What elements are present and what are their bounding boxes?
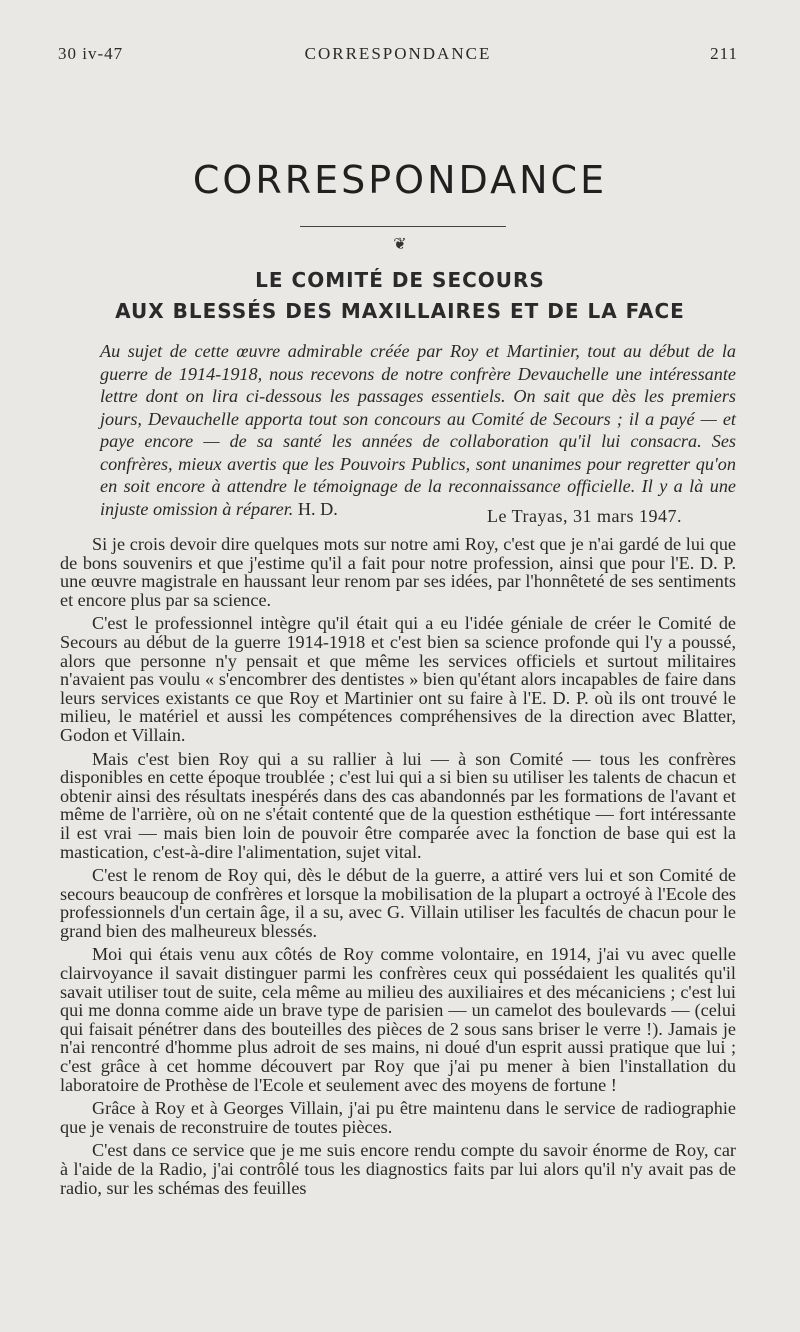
section-name: CORRESPONDANCE: [304, 44, 492, 63]
issue-date: 30 iv-47: [58, 44, 124, 63]
editorial-intro: [100, 340, 736, 520]
intro-text: Au sujet de cette œuvre admirable créée par Roy et Martinier, tout au début de la guerre de 1914-1918, nous recevons de notre confrère Devauchelle une intéressante lettre dont on lira ci-dessous les passages essentiels. On sait que dès les premiers jours, Devauchelle apporta tout son concours au Comité de Secours ; il a payé — et paye encore — de sa santé les années de collaboration qu'il lui consacra. Ses confrères, mieux avertis que les Pouvoirs Publics, sont unanimes pour regretter qu'on en soit encore à attendre le témoignage de la reconnaissance officielle. Il y a là une injuste omission à réparer.: [100, 341, 736, 519]
letter-dateline: Le Trayas, 31 mars 1947.: [487, 506, 682, 526]
paragraph: C'est le renom de Roy qui, dès le début de la guerre, a attiré vers lui et son Comité de secours beaucoup de confrères et lorsque la mobilisation de la plupart a octroyé à l'Ecole des professionnels d'un certain âge, il a su, avec G. Villain utiliser les facultés de chacun pour le grand bien des malheureux blessés.: [60, 865, 736, 941]
intro-signature: H. D.: [297, 498, 338, 519]
letter-body: [60, 535, 736, 1202]
fleuron-icon: ❦: [393, 236, 407, 253]
page-number: 211: [710, 44, 738, 63]
article-title-line-1: LE COMITÉ DE SECOURS: [255, 268, 545, 292]
paragraph: Mais c'est bien Roy qui a su rallier à lui — à son Comité — tous les confrères disponibles en cette époque troublée ; c'est lui qui a si bien su utiliser les talents de chacun et obtenir ainsi des résultats inespérés dans des cas abandonnés par les formations de l'avant et même de l'arrière, où on ne s'était contenté que de la question esthétique — fort intéressante il est vrai — mais bien loin de pouvoir être comparée avec la fonction de base qui est la mastication, c'est-à-dire l'alimentation, sujet vital.: [60, 748, 736, 862]
article-title-line-2: AUX BLESSÉS DES MAXILLAIRES ET DE LA FACE: [115, 299, 685, 323]
paragraph: Si je crois devoir dire quelques mots sur notre ami Roy, c'est que je n'ai gardé de lui que de bons souvenirs et que j'estime qu'il a fait pour notre profession, ainsi que pour l'E. D. P. une œuvre magistrale en haussant leur renom par ses idées, par l'honnêteté de ses sentiments et encore plus par sa science.: [60, 534, 736, 610]
paragraph: Grâce à Roy et à Georges Villain, j'ai pu être maintenu dans le service de radiographie que je venais de reconstruire de toutes pièces.: [60, 1098, 736, 1137]
page-title: CORRESPONDANCE: [192, 158, 608, 202]
title-rule: [300, 226, 506, 227]
paragraph: C'est dans ce service que je me suis encore rendu compte du savoir énorme de Roy, car à l'aide de la Radio, j'ai contrôlé tous les diagnostics faits par lui alors qu'il n'y avait pas de radio, sur les schémas des feuilles: [60, 1140, 736, 1198]
paragraph: C'est le professionnel intègre qu'il était qui a eu l'idée géniale de créer le Comité de Secours au début de la guerre 1914-1918 et c'est bien sa science profonde qui l'y a poussé, alors que personne n'y pensait et que même les services officiels et surtout militaires n'avaient pas voulu « s'encombrer des dentistes » bien qu'étant alors incapables de faire dans leurs services existants ce que Roy et Martinier ont su faire à l'E. D. P. où ils ont trouvé le milieu, le matériel et aussi les compétences compréhensives de la direction avec Blatter, Godon et Villain.: [60, 613, 736, 745]
paragraph: Moi qui étais venu aux côtés de Roy comme volontaire, en 1914, j'ai vu avec quelle clairvoyance il savait distinguer parmi les confrères ceux qui possédaient les qualités qu'il savait utiliser tout de suite, cela même au milieu des auxiliaires et des mécaniciens ; c'est lui qui me donna comme aide un brave type de parisien — un camelot des boulevards — (celui qui faisait pénétrer dans des bouteilles des pièces de 2 sous sans briser le verre !). Jamais je n'ai rencontré d'homme plus adroit de ses mains, ni doué d'un esprit aussi pratique que lui ; c'est grâce à cet homme découvert par Roy que j'ai pu mener à bien l'installation du laboratoire de Prothèse de l'Ecole et seulement avec des moyens de fortune !: [60, 944, 736, 1095]
running-head: [58, 44, 738, 68]
